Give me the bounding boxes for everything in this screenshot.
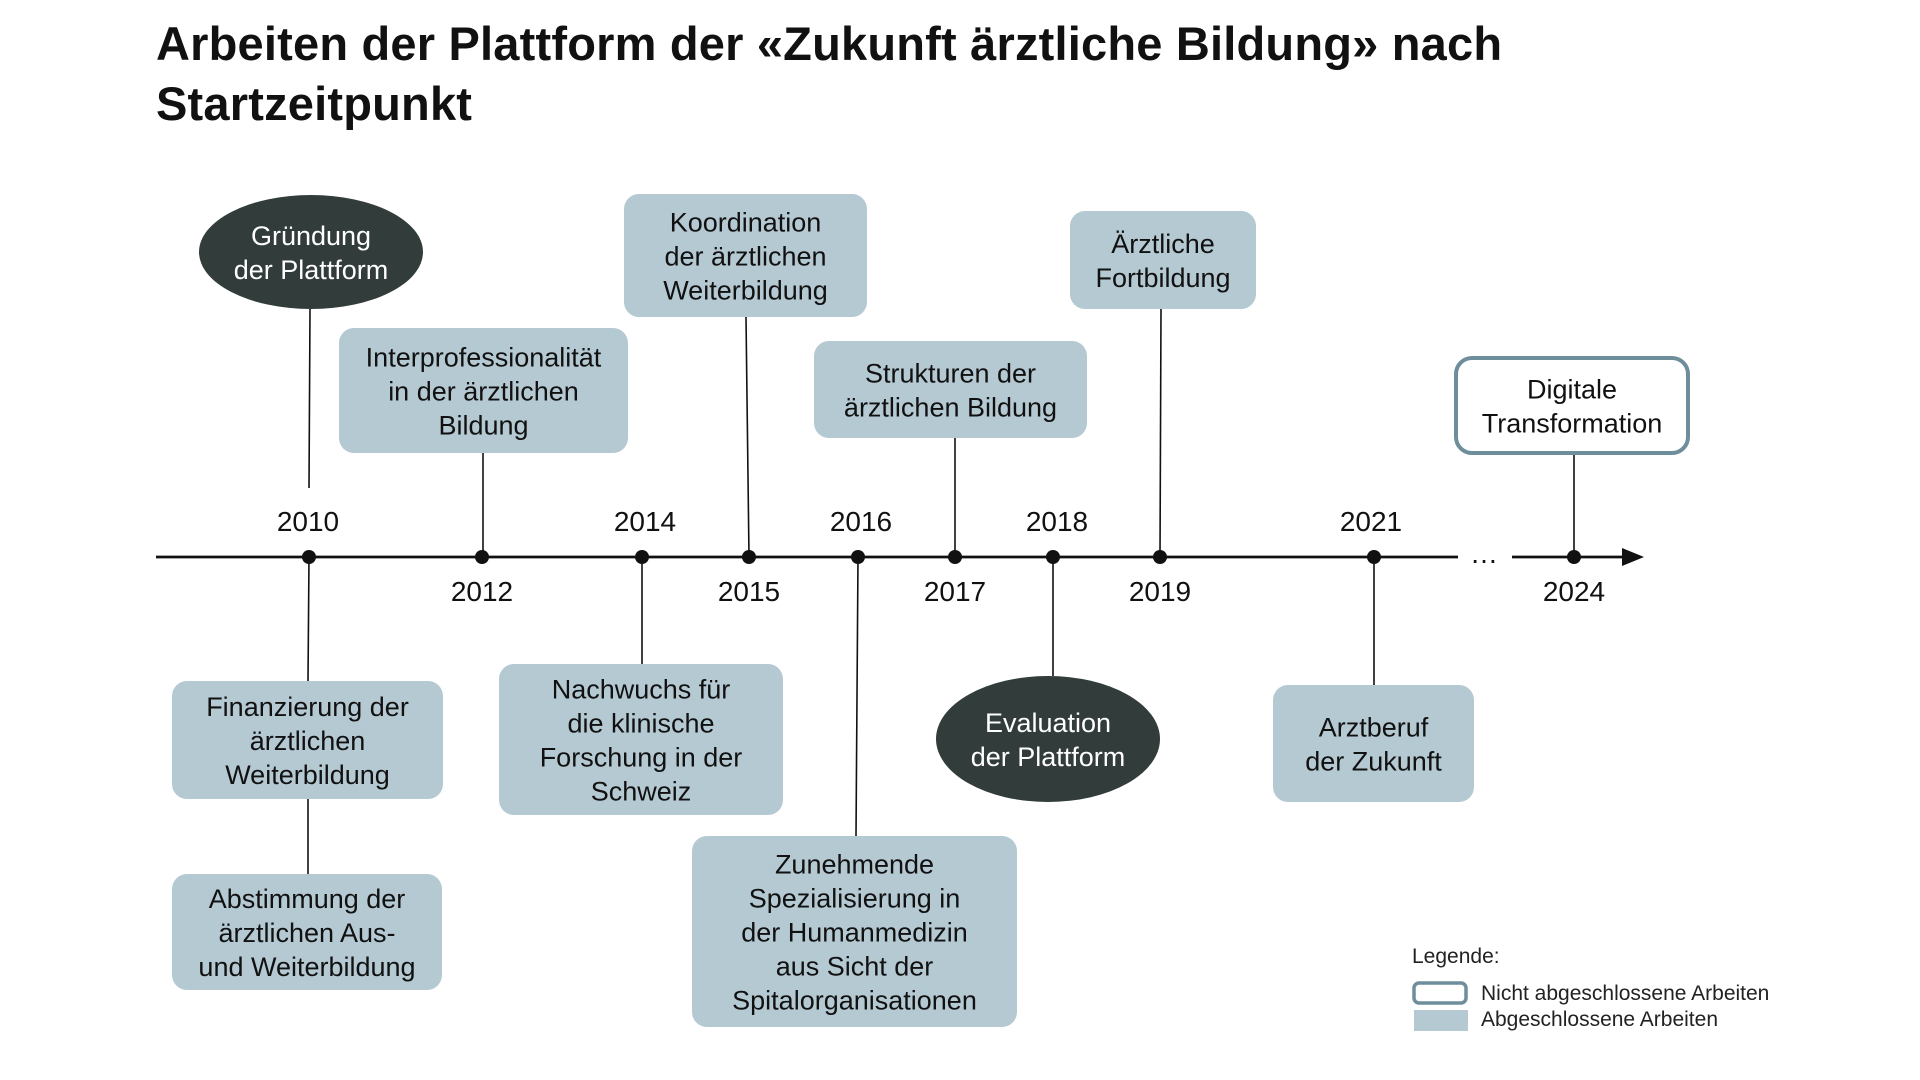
node-text-evaluation-2: der Plattform	[970, 742, 1126, 772]
legend-label-open: Nicht abgeschlossene Arbeiten	[1481, 982, 1770, 1005]
legend-heading: Legende:	[1412, 945, 1500, 968]
year-label-2015: 2015	[717, 576, 781, 607]
node-shape-evaluation	[936, 676, 1160, 802]
year-label-2024: 2024	[1542, 576, 1606, 607]
node-text-koordination-2: der ärztlichen	[664, 241, 827, 272]
connector-line-koordination	[746, 317, 749, 557]
connector-line-gruendung	[309, 309, 310, 488]
node-text-fortbildung-1: Ärztliche	[1111, 229, 1215, 259]
node-text-evaluation-1: Evaluation	[984, 708, 1112, 738]
node-text-fortbildung-2: Fortbildung	[1095, 263, 1231, 293]
legend	[1412, 945, 1769, 1031]
node-text-abstimmung-2: ärztlichen Aus-	[218, 918, 396, 948]
node-text-spezialisierung-4: aus Sicht der	[775, 951, 934, 982]
year-marker-2017	[948, 550, 962, 564]
node-fortbildung	[1070, 211, 1256, 309]
node-text-abstimmung-1: Abstimmung der	[208, 884, 406, 914]
node-text-spezialisierung-1: Zunehmende	[774, 849, 935, 880]
node-interprofessionalitaet	[339, 328, 628, 453]
year-marker-2024	[1567, 550, 1581, 564]
diagram-title: Arbeiten der Plattform der «Zukunft ärztliche Bildung» nach Startzeitpunkt	[156, 17, 1503, 130]
node-text-strukturen-1: Strukturen der	[864, 358, 1037, 389]
year-marker-2016	[851, 550, 865, 564]
timeline-axis	[156, 538, 1644, 569]
year-marker-2021	[1367, 550, 1381, 564]
node-text-abstimmung-3: und Weiterbildung	[198, 952, 416, 982]
node-evaluation	[936, 676, 1160, 802]
node-digitale	[1456, 358, 1688, 453]
node-text-spezialisierung-2: Spezialisierung in	[748, 883, 961, 914]
node-text-interprofessionalitaet-1: Interprofessionalität	[365, 342, 602, 373]
node-text-nachwuchs-4: Schweiz	[590, 776, 692, 807]
node-text-gruendung-2: der Plattform	[233, 255, 389, 285]
node-text-arztberuf-1: Arztberuf	[1318, 712, 1429, 743]
node-text-gruendung-1: Gründung	[250, 221, 372, 251]
node-text-finanzierung-2: ärztlichen	[249, 726, 366, 756]
node-finanzierung	[172, 681, 443, 799]
node-text-interprofessionalitaet-3: Bildung	[438, 410, 529, 441]
timeline-arrow-icon	[1622, 548, 1644, 566]
year-label-2012: 2012	[450, 576, 514, 607]
node-shape-gruendung	[199, 195, 423, 309]
timeline-ellipsis: …	[1470, 538, 1498, 569]
year-marker-2019	[1153, 550, 1167, 564]
node-text-koordination-3: Weiterbildung	[663, 275, 828, 306]
node-nachwuchs	[499, 664, 783, 815]
node-spezialisierung	[692, 836, 1017, 1027]
node-text-finanzierung-3: Weiterbildung	[225, 760, 390, 790]
year-label-2014: 2014	[613, 506, 677, 537]
node-shape-fortbildung	[1070, 211, 1256, 309]
year-marker-2018	[1046, 550, 1060, 564]
node-text-strukturen-2: ärztlichen Bildung	[843, 392, 1058, 423]
node-shape-arztberuf	[1273, 685, 1474, 802]
year-marker-2014	[635, 550, 649, 564]
node-koordination	[624, 194, 867, 317]
year-label-2016: 2016	[829, 506, 893, 537]
node-text-koordination-1: Koordination	[669, 207, 822, 238]
topic-nodes	[172, 194, 1688, 1027]
connector-line-fortbildung	[1160, 309, 1161, 557]
node-text-arztberuf-2: der Zukunft	[1305, 746, 1442, 777]
node-text-interprofessionalitaet-2: in der ärztlichen	[388, 376, 579, 407]
node-abstimmung	[172, 874, 442, 990]
year-label-2010: 2010	[276, 506, 340, 537]
year-marker-2015	[742, 550, 756, 564]
legend-swatch-done	[1414, 1010, 1468, 1031]
node-text-digitale-1: Digitale	[1526, 374, 1618, 405]
year-label-2019: 2019	[1128, 576, 1192, 607]
node-text-nachwuchs-2: die klinische	[567, 708, 715, 739]
connector-line-spezialisierung	[856, 557, 858, 836]
node-text-nachwuchs-1: Nachwuchs für	[551, 674, 731, 705]
year-marker-2010	[302, 550, 316, 564]
node-text-finanzierung-1: Finanzierung der	[206, 692, 409, 722]
node-arztberuf	[1273, 685, 1474, 802]
node-text-spezialisierung-3: der Humanmedizin	[741, 917, 968, 948]
node-text-digitale-2: Transformation	[1481, 408, 1663, 439]
year-label-2017: 2017	[923, 576, 987, 607]
node-text-spezialisierung-5: Spitalorganisationen	[732, 985, 977, 1016]
node-shape-digitale	[1456, 358, 1688, 453]
year-marker-2012	[475, 550, 489, 564]
node-text-nachwuchs-3: Forschung in der	[539, 742, 743, 773]
node-shape-strukturen	[814, 341, 1087, 438]
node-strukturen	[814, 341, 1087, 438]
connector-line-finanzierung	[308, 557, 309, 681]
node-gruendung	[199, 195, 423, 309]
legend-label-done: Abgeschlossene Arbeiten	[1481, 1008, 1718, 1031]
year-label-2021: 2021	[1339, 506, 1403, 537]
legend-swatch-open	[1414, 983, 1466, 1003]
year-label-2018: 2018	[1025, 506, 1089, 537]
